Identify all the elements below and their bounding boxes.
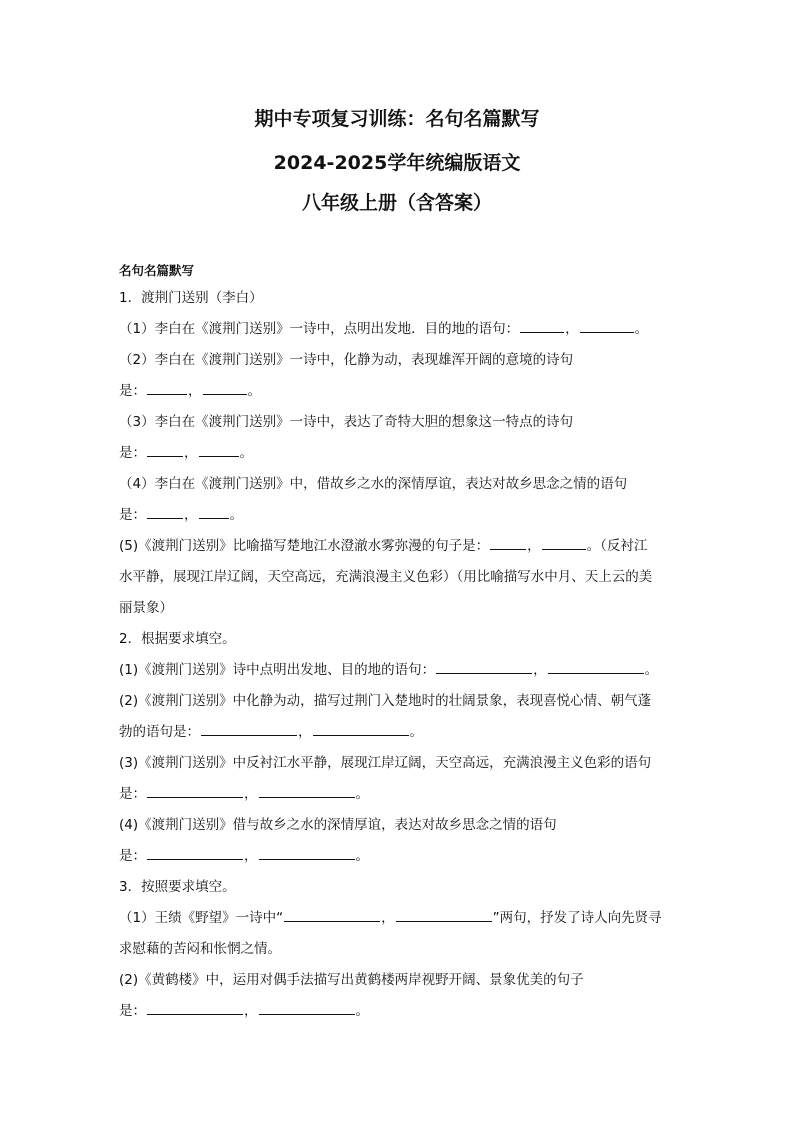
answer-blank[interactable] (147, 783, 243, 798)
document-grade: 八年级上册（含答案） (301, 192, 492, 214)
question-1-4: （4）李白在《渡荆门送别》中，借故乡之水的深情厚谊，表达对故乡思念之情的语句 (119, 476, 628, 492)
period: 。 (355, 1003, 369, 1019)
answer-blank[interactable] (396, 907, 492, 922)
answer-blank[interactable] (199, 504, 229, 519)
comma: ， (298, 724, 312, 740)
answer-prefix: 勃的语句是： (119, 724, 200, 740)
question-text: （1）李白在《渡荆门送别》一诗中，点明出发地．目的地的语句： (119, 321, 520, 337)
answer-blank[interactable] (284, 907, 380, 922)
answer-blank[interactable] (147, 442, 183, 457)
comma: ， (244, 786, 258, 802)
answer-blank[interactable] (520, 318, 564, 333)
answer-prefix: 是： (119, 445, 146, 461)
answer-prefix: 是： (119, 507, 146, 523)
section-heading: 名句名篇默写 (119, 263, 195, 278)
answer-blank[interactable] (201, 721, 297, 736)
answer-blank[interactable] (580, 318, 634, 333)
question-3-title: 3．按照要求填空。 (119, 879, 236, 895)
answer-blank[interactable] (203, 380, 247, 395)
comma: ， (244, 848, 258, 864)
comma: ， (565, 321, 579, 337)
answer-blank[interactable] (542, 535, 586, 550)
question-1-5 (119, 534, 679, 565)
answer-blank[interactable] (147, 1000, 243, 1015)
answer-blank[interactable] (147, 845, 243, 860)
question-text: (5)《渡荆门送别》比喻描写楚地江水澄澈水雾弥漫的句子是： (119, 538, 490, 554)
question-2-4-answer (119, 844, 679, 875)
answer-prefix: 是： (119, 1003, 146, 1019)
question-text-tail: 。（反衬江 (586, 538, 648, 554)
question-2-1 (119, 658, 679, 689)
period: 。 (644, 662, 659, 678)
question-1-5-cont2: 丽景象） (119, 600, 173, 616)
question-3-1 (119, 906, 679, 937)
period: 。 (247, 383, 261, 399)
question-2-3-answer (119, 782, 679, 813)
period: 。 (229, 507, 243, 523)
period: 。 (409, 724, 423, 740)
question-1-2-answer (119, 379, 679, 410)
question-1-1 (119, 317, 679, 348)
document-body (119, 262, 679, 1030)
comma: ， (244, 1003, 258, 1019)
question-2-2: (2)《渡荆门送别》中化静为动，描写过荆门入楚地时的壮阔景象，表现喜悦心情、朝气蓬 (119, 693, 652, 709)
answer-blank[interactable] (259, 1000, 355, 1015)
question-text: （1）王绩《野望》一诗中“ (119, 910, 284, 926)
question-1-2: （2）李白在《渡荆门送别》一诗中，化静为动，表现雄浑开阔的意境的诗句 (119, 352, 574, 368)
period: 。 (355, 848, 369, 864)
question-3-2-answer (119, 999, 679, 1030)
comma: ， (184, 445, 198, 461)
answer-blank[interactable] (147, 504, 183, 519)
answer-prefix: 是： (119, 383, 146, 399)
answer-blank[interactable] (313, 721, 409, 736)
comma: ， (527, 538, 541, 554)
question-1-3: （3）李白在《渡荆门送别》一诗中，表达了奇特大胆的想象这一特点的诗句 (119, 414, 574, 430)
answer-blank[interactable] (259, 783, 355, 798)
document-title: 期中专项复习训练：名句名篇默写 (254, 108, 540, 130)
document-subtitle: 2024-2025学年统编版语文 (273, 152, 521, 174)
answer-blank[interactable] (199, 442, 239, 457)
period: 。 (239, 445, 253, 461)
question-1-5-cont: 水平静，展现江岸辽阔，天空高远，充满浪漫主义色彩）（用比喻描写水中月、天上云的美 (119, 569, 653, 585)
comma: ， (184, 507, 198, 523)
comma: ， (381, 910, 395, 926)
question-3-1-cont: 求慰藉的苦闷和怅惘之情。 (119, 941, 281, 957)
question-1-3-answer (119, 441, 679, 472)
question-2-2-answer (119, 720, 679, 751)
answer-blank[interactable] (147, 380, 187, 395)
answer-blank[interactable] (259, 845, 355, 860)
period: 。 (634, 321, 649, 337)
comma: ， (188, 383, 202, 399)
answer-blank[interactable] (436, 659, 532, 674)
comma: ， (533, 662, 547, 678)
answer-blank[interactable] (490, 535, 526, 550)
question-2-title: 2．根据要求填空。 (119, 631, 236, 647)
question-2-3: (3)《渡荆门送别》中反衬江水平静，展现江岸辽阔，天空高远，充满浪漫主义色彩的语句 (119, 755, 652, 771)
period: 。 (355, 786, 369, 802)
answer-blank[interactable] (548, 659, 644, 674)
question-1-title: 1．渡荆门送别（李白） (119, 290, 263, 306)
question-text: (1)《渡荆门送别》诗中点明出发地、目的地的语句： (119, 662, 436, 678)
question-1-4-answer (119, 503, 679, 534)
question-3-2: (2)《黄鹤楼》中，运用对偶手法描写出黄鹤楼两岸视野开阔、景象优美的句子 (119, 972, 584, 988)
answer-prefix: 是： (119, 848, 146, 864)
question-2-4: (4)《渡荆门送别》借与故乡之水的深情厚谊，表达对故乡思念之情的语句 (119, 817, 557, 833)
answer-prefix: 是： (119, 786, 146, 802)
question-text-tail: ”两句，抒发了诗人向先贤寻 (492, 910, 662, 926)
